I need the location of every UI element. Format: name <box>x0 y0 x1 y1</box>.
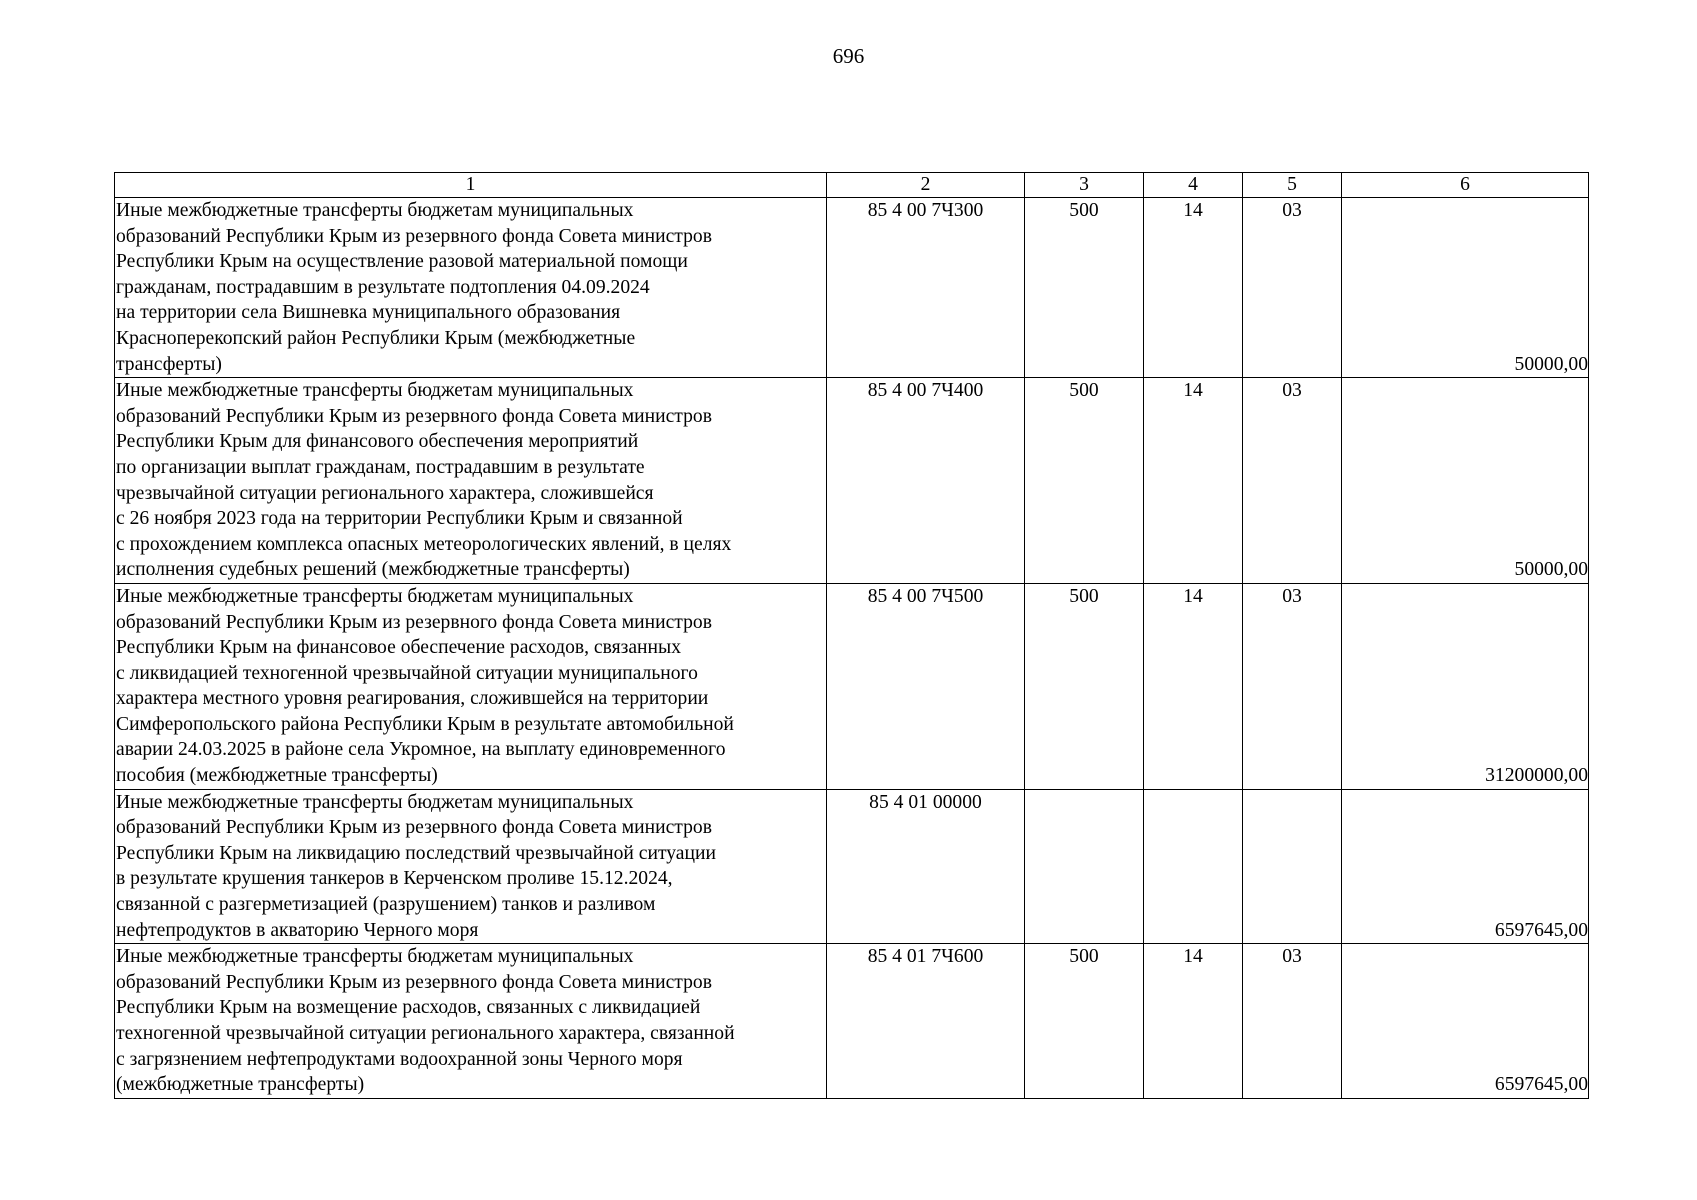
row-section <box>1144 789 1243 944</box>
row-amount: 50000,00 <box>1342 198 1589 378</box>
row-expense-type: 500 <box>1025 583 1144 789</box>
table-row <box>115 944 1589 1099</box>
row-section: 14 <box>1144 378 1243 584</box>
column-header: 5 <box>1243 173 1342 198</box>
row-expense-type <box>1025 789 1144 944</box>
row-amount: 50000,00 <box>1342 378 1589 584</box>
table-row <box>115 378 1589 584</box>
row-subsection: 03 <box>1243 378 1342 584</box>
row-description: Иные межбюджетные трансферты бюджетам муниципальных образований Республики Крым из резервного фонда Совета министров Республики Крым на осуществление разовой материальной помощи гражданам, пострадавшим в результате подтопления 04.09.2024 на территории села Вишневка муниципального образования Красноперекопский район Республики Крым (межбюджетные трансферты) <box>115 198 827 378</box>
column-header: 1 <box>115 173 827 198</box>
row-subsection: 03 <box>1243 198 1342 378</box>
row-subsection <box>1243 789 1342 944</box>
column-header: 3 <box>1025 173 1144 198</box>
budget-table <box>114 172 1589 1099</box>
row-section: 14 <box>1144 583 1243 789</box>
row-target-code: 85 4 00 7Ч300 <box>827 198 1025 378</box>
row-description: Иные межбюджетные трансферты бюджетам муниципальных образований Республики Крым из резервного фонда Совета министров Республики Крым на возмещение расходов, связанных с ликвидацией техногенной чрезвычайной ситуации регионального характера, связанной с загрязнением нефтепродуктами водоохранной зоны Черного моря (межбюджетные трансферты) <box>115 944 827 1099</box>
row-subsection: 03 <box>1243 944 1342 1099</box>
row-description: Иные межбюджетные трансферты бюджетам муниципальных образований Республики Крым из резервного фонда Совета министров Республики Крым на ликвидацию последствий чрезвычайной ситуации в результате крушения танкеров в Керченском проливе 15.12.2024, связанной с разгерметизацией (разрушением) танков и разливом нефтепродуктов в акваторию Черного моря <box>115 789 827 944</box>
column-header: 6 <box>1342 173 1589 198</box>
row-target-code: 85 4 01 7Ч600 <box>827 944 1025 1099</box>
row-target-code: 85 4 00 7Ч400 <box>827 378 1025 584</box>
row-description: Иные межбюджетные трансферты бюджетам муниципальных образований Республики Крым из резервного фонда Совета министров Республики Крым на финансовое обеспечение расходов, связанных с ликвидацией техногенной чрезвычайной ситуации муниципального характера местного уровня реагирования, сложившейся на территории Симферопольского района Республики Крым в результате автомобильной аварии 24.03.2025 в районе села Укромное, на выплату единовременного пособия (межбюджетные трансферты) <box>115 583 827 789</box>
column-header: 2 <box>827 173 1025 198</box>
row-expense-type: 500 <box>1025 944 1144 1099</box>
row-expense-type: 500 <box>1025 378 1144 584</box>
table-row <box>115 198 1589 378</box>
row-target-code: 85 4 00 7Ч500 <box>827 583 1025 789</box>
table-row <box>115 583 1589 789</box>
table-row <box>115 789 1589 944</box>
row-amount: 6597645,00 <box>1342 944 1589 1099</box>
page-number: 696 <box>832 44 865 68</box>
row-section: 14 <box>1144 198 1243 378</box>
row-amount: 31200000,00 <box>1342 583 1589 789</box>
header-row <box>115 173 1589 198</box>
column-header: 4 <box>1144 173 1243 198</box>
row-description: Иные межбюджетные трансферты бюджетам муниципальных образований Республики Крым из резервного фонда Совета министров Республики Крым для финансового обеспечения мероприятий по организации выплат гражданам, пострадавшим в результате чрезвычайной ситуации регионального характера, сложившейся с 26 ноября 2023 года на территории Республики Крым и связанной с прохождением комплекса опасных метеорологических явлений, в целях исполнения судебных решений (межбюджетные трансферты) <box>115 378 827 584</box>
row-expense-type: 500 <box>1025 198 1144 378</box>
row-subsection: 03 <box>1243 583 1342 789</box>
row-target-code: 85 4 01 00000 <box>827 789 1025 944</box>
row-section: 14 <box>1144 944 1243 1099</box>
row-amount: 6597645,00 <box>1342 789 1589 944</box>
